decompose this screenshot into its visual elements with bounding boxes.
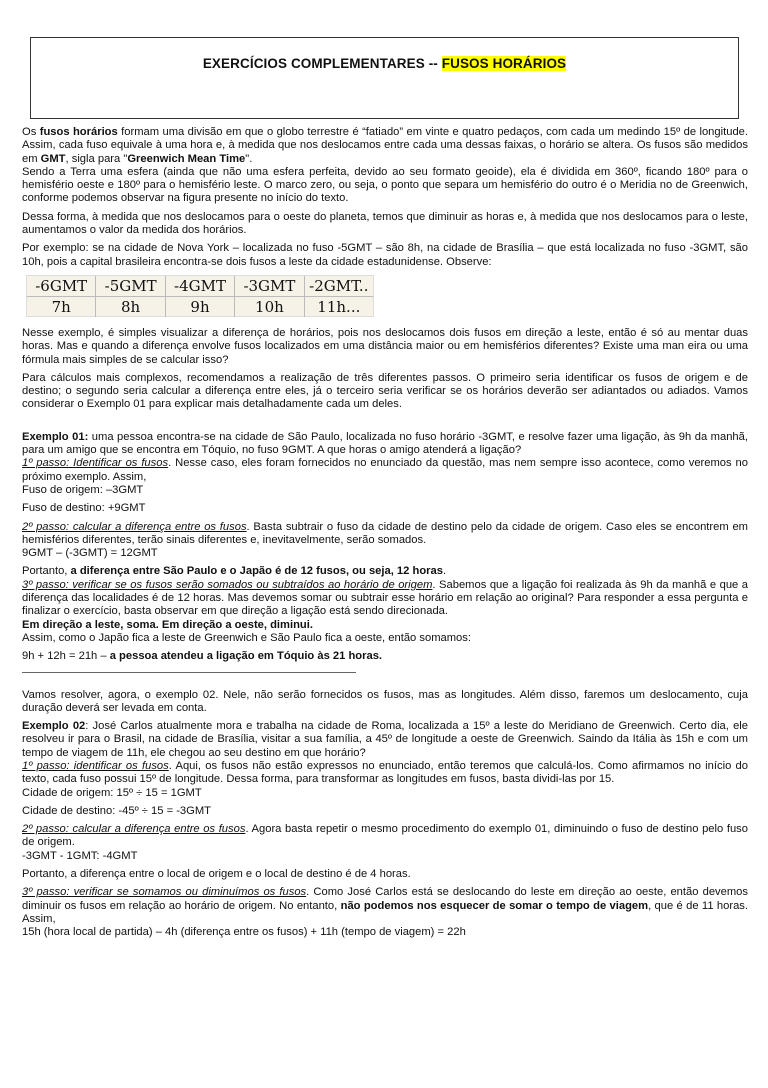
paragraph-intro: Os fusos horários formam uma divisão em que o globo terrestre é “fatiado” em vinte e quatro pedaços, com cada um medindo 15º de longitude. Assim, cada fuso equivale à uma hora e, à medida que nos deslocamos entre cada uma dessas faixas, o horário se altera. Os fusos são medidos em GMT, sigla para "Greenwich Mean Time". Sendo a Terra uma esfera (ainda que não uma esfera perfeita, devido ao seu formato geoide), ela é dividida em 360º, ficando 180º para o hemisfério oeste e 180º para o hemisfério leste. O marco zero, ou seja, o ponto que separa um hemisfério do outro é o Meridia no de Greenwich, conforme podemos observar na figura presente no início do texto. xyxy=(22,126,748,205)
page-title xyxy=(31,56,738,71)
example-01-step3: Portanto, a diferença entre São Paulo e o Japão é de 12 fusos, ou seja, 12 horas. 3º passo: verificar se os fusos serão somados ou subtraídos ao horário de origem. Sabemos que a ligação foi realizada às 9h da manhã e que a diferença das localidades é de 12 horas. Mas devemos somar ou subtrair esse horário em relação ao original? Para responder a essa pergunta e finalizar o exercício, basta observar em que direção a ligação está sendo direcionada. Em direção a leste, soma. Em direção a oeste, diminui. Assim, como o Japão fica a leste de Greenwich e São Paulo fica a oeste, então somamos: xyxy=(22,565,749,644)
example-01-dest: Fuso de destino: +9GMT xyxy=(22,502,146,515)
title-text: EXERCÍCIOS COMPLEMENTARES -- xyxy=(202,56,442,71)
hours-row xyxy=(27,297,373,317)
timezone-cell: -4GMT xyxy=(166,276,235,296)
timezone-table xyxy=(26,275,374,317)
hour-cell: 8h xyxy=(96,297,165,317)
paragraph-question: Nesse exemplo, é simples visualizar a diferença de horários, pois nos deslocamos dois fusos em direção a leste, então é só au mentar duas horas. Mas e quando a diferença envolve fusos localizados em uma distância maior ou em hemisférios diferentes? Existe uma man eira ou uma fórmula mais simples de se calcular isso? xyxy=(22,326,748,366)
example-02-step3: 3º passo: verificar se somamos ou diminuímos os fusos. Como José Carlos está se deslocando do leste em direção ao oeste, então devemos diminuir os fusos em relação ao horário de origem. No entanto, não podemos nos esquecer de somar o tempo de viagem, que é de 11 horas. Assim, 15h (hora local de partida) – 4h (diferença entre os fusos) + 11h (tempo de viagem) = 22h xyxy=(22,886,748,939)
timezone-cell: -3GMT xyxy=(235,276,304,296)
paragraph-direction: Dessa forma, à medida que nos deslocamos para o oeste do planeta, temos que diminuir as horas e, à medida que nos deslocamos para o leste, aumentamos o valor da medida dos horários. xyxy=(22,210,748,237)
hour-cell: 11h... xyxy=(317,297,361,316)
timezone-cell: -2GMT.. xyxy=(309,276,369,295)
example-02-step2: 2º passo: calcular a diferença entre os fusos. Agora basta repetir o mesmo procedimento do exemplo 01, diminuindo o fuso de destino pelo fuso de origem. -3GMT - 1GMT: -4GMT xyxy=(22,823,748,862)
example-01-answer: 9h + 12h = 21h – a pessoa atendeu a ligação em Tóquio às 21 horas. xyxy=(22,650,383,663)
example-02: Exemplo 02: José Carlos atualmente mora e trabalha na cidade de Roma, localizada a 15º a leste do Meridiano de Greenwich. Certo dia, ele resolveu ir para o Brasil, na cidade de Brasília, visitar a sua família, a 45º de longitude a oeste de Greenwich. Saindo da Itália às 15h e com um tempo de viagem de 11h, ele chegou ao seu destino em que horário? 1º passo: identificar os fusos. Aqui, os fusos não estão expressos no enunciado, então teremos que calculá-los. Como afirmamos no início do texto, cada fuso possui 15º de longitude. Dessa forma, para transformar as longitudes em fusos, basta dividi-las por 15. Cidade de origem: 15º ÷ 15 = 1GMT xyxy=(22,720,748,799)
hour-cell: 7h xyxy=(27,297,96,317)
hour-cell: 9h xyxy=(166,297,235,317)
paragraph-steps: Para cálculos mais complexos, recomendamos a realização de três diferentes passos. O primeiro seria identificar os fusos de origem e de destino; o segundo seria calcular a diferença entre eles, já o terceiro seria verificar se os horários deverão ser adiantados ou adiados. Vamos considerar o Exemplo 01 para explicar mais detalhadamente cada um deles. xyxy=(22,371,748,411)
title-box xyxy=(30,37,739,119)
paragraph-example-02-intro: Vamos resolver, agora, o exemplo 02. Nele, não serão fornecidos os fusos, mas as longitudes. Além disso, faremos um deslocamento, cuja duração deverá ser levada em conta. xyxy=(22,688,748,714)
timezone-row xyxy=(27,276,373,297)
example-02-conclusion: Portanto, a diferença entre o local de origem e o local de destino é de 4 horas. xyxy=(22,868,411,881)
example-01: Exemplo 01: uma pessoa encontra-se na cidade de São Paulo, localizada no fuso horário -3GMT, e resolve fazer uma ligação, às 9h da manhã, para um amigo que se encontra em Tóquio, no fuso 9GMT. A que horas o amigo atenderá a ligação? 1º passo: Identificar os fusos. Nesse caso, eles foram fornecidos no enunciado da questão, mas nem sempre isso acontece, como veremos no próximo exemplo. Assim, Fuso de origem: –3GMT xyxy=(22,430,749,496)
document-body xyxy=(22,126,748,945)
timezone-cell: -5GMT xyxy=(96,276,165,296)
hour-cell: 10h xyxy=(235,297,304,317)
timezone-cell: -6GMT xyxy=(27,276,96,296)
separator-line xyxy=(22,672,356,673)
title-highlight: FUSOS HORÁRIOS xyxy=(441,56,567,71)
paragraph-example: Por exemplo: se na cidade de Nova York – localizada no fuso -5GMT – são 8h, na cidade de Brasília – que está localizada no fuso -3GMT, são 10h, pois a capital brasileira encontra-se dois fusos a leste da cidade estadunidense. Observe: xyxy=(22,242,748,268)
example-02-dest: Cidade de destino: -45º ÷ 15 = -3GMT xyxy=(22,804,212,817)
example-01-step2: 2º passo: calcular a diferença entre os fusos. Basta subtrair o fuso da cidade de destino pelo da cidade de origem. Caso eles se encontrem em hemisférios diferentes, terão sinais diferentes e, inevitavelmente, serão somados. 9GMT – (-3GMT) = 12GMT xyxy=(22,520,748,560)
